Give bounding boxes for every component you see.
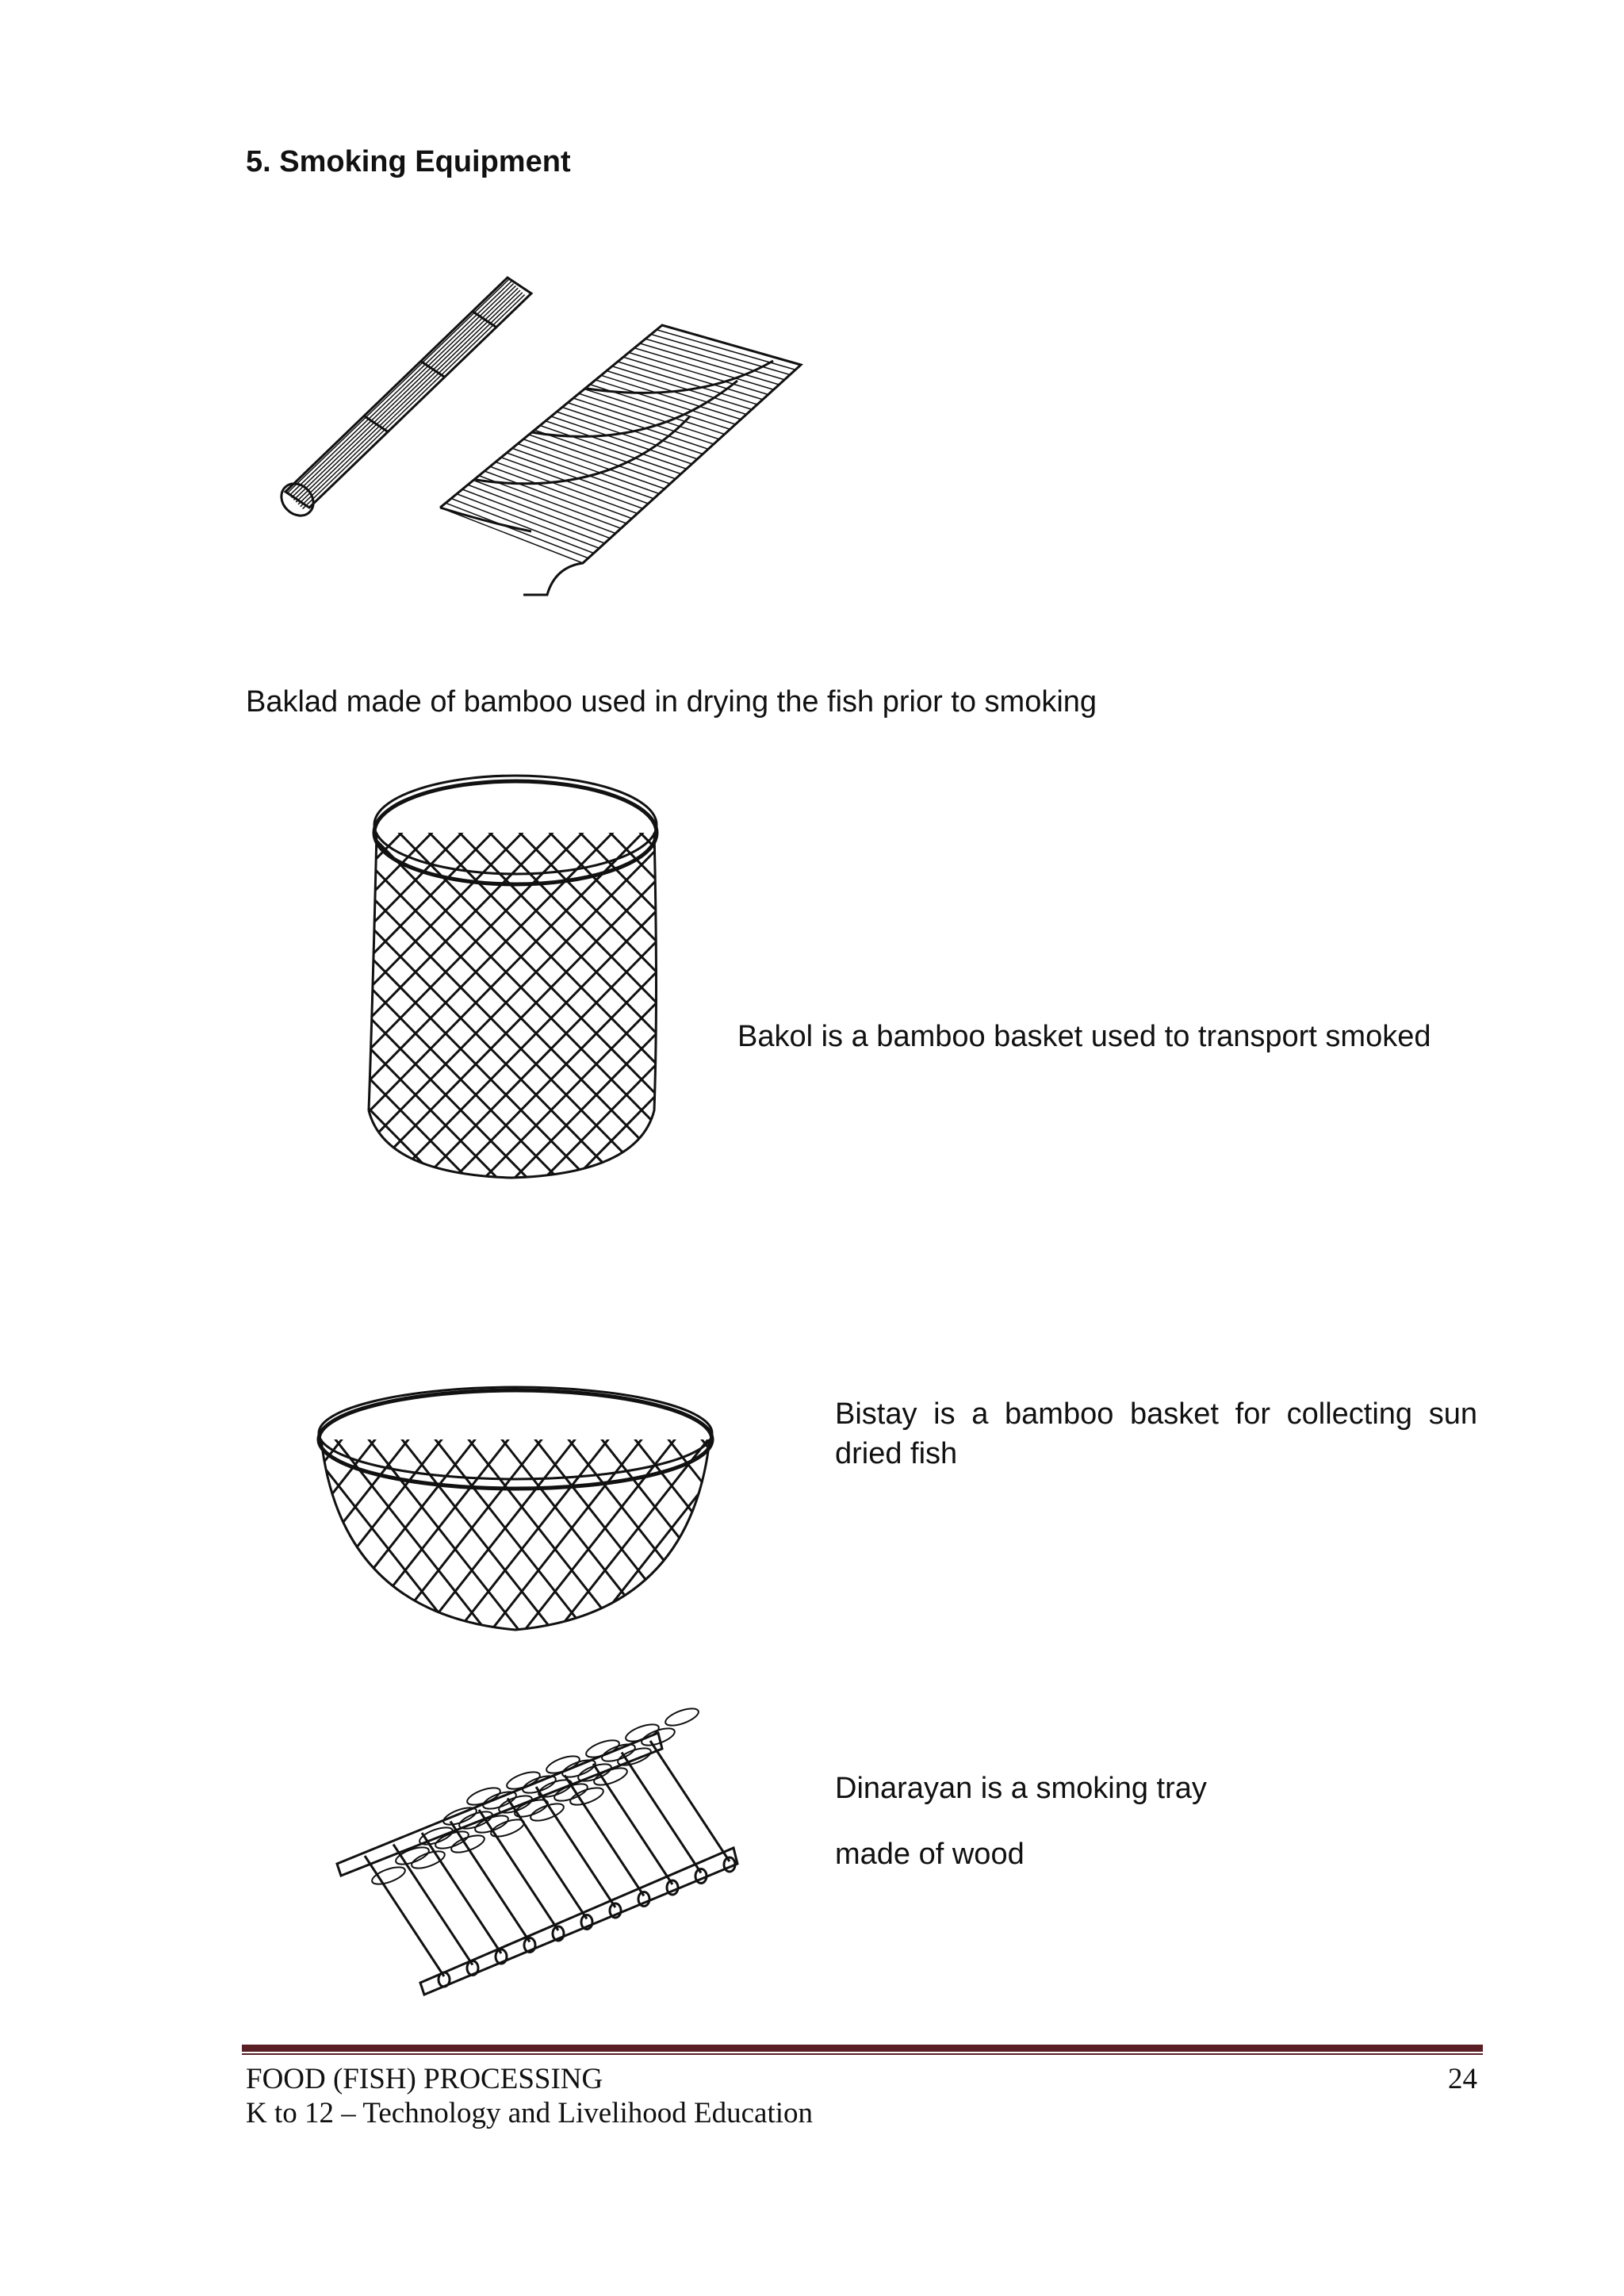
bakol-caption: Bakol is a bamboo basket used to transport smoked bbox=[737, 1020, 1431, 1053]
baklad-caption: Baklad made of bamboo used in drying the fish prior to smoking bbox=[246, 685, 1097, 719]
baklad-mat-illustration bbox=[270, 262, 809, 627]
dinarayan-caption-line1: Dinarayan is a smoking tray bbox=[835, 1772, 1207, 1805]
flat-mat-icon bbox=[440, 325, 801, 595]
page-heading: 5. Smoking Equipment bbox=[246, 145, 571, 178]
dinarayan-caption-line2: made of wood bbox=[835, 1838, 1025, 1871]
footer-subtitle: K to 12 – Technology and Livelihood Education bbox=[246, 2097, 814, 2129]
rolled-mat-icon bbox=[275, 278, 531, 522]
footer-title: FOOD (FISH) PROCESSING bbox=[246, 2063, 603, 2095]
dinarayan-tray-illustration bbox=[333, 1721, 745, 1991]
page-number: 24 bbox=[1448, 2063, 1477, 2095]
bistay-caption: Bistay is a bamboo basket for collecting sun dried fish bbox=[835, 1397, 1477, 1470]
bistay-basket-illustration bbox=[309, 1376, 722, 1638]
footer-divider bbox=[242, 2045, 1483, 2054]
bakol-basket-illustration bbox=[353, 761, 670, 1213]
